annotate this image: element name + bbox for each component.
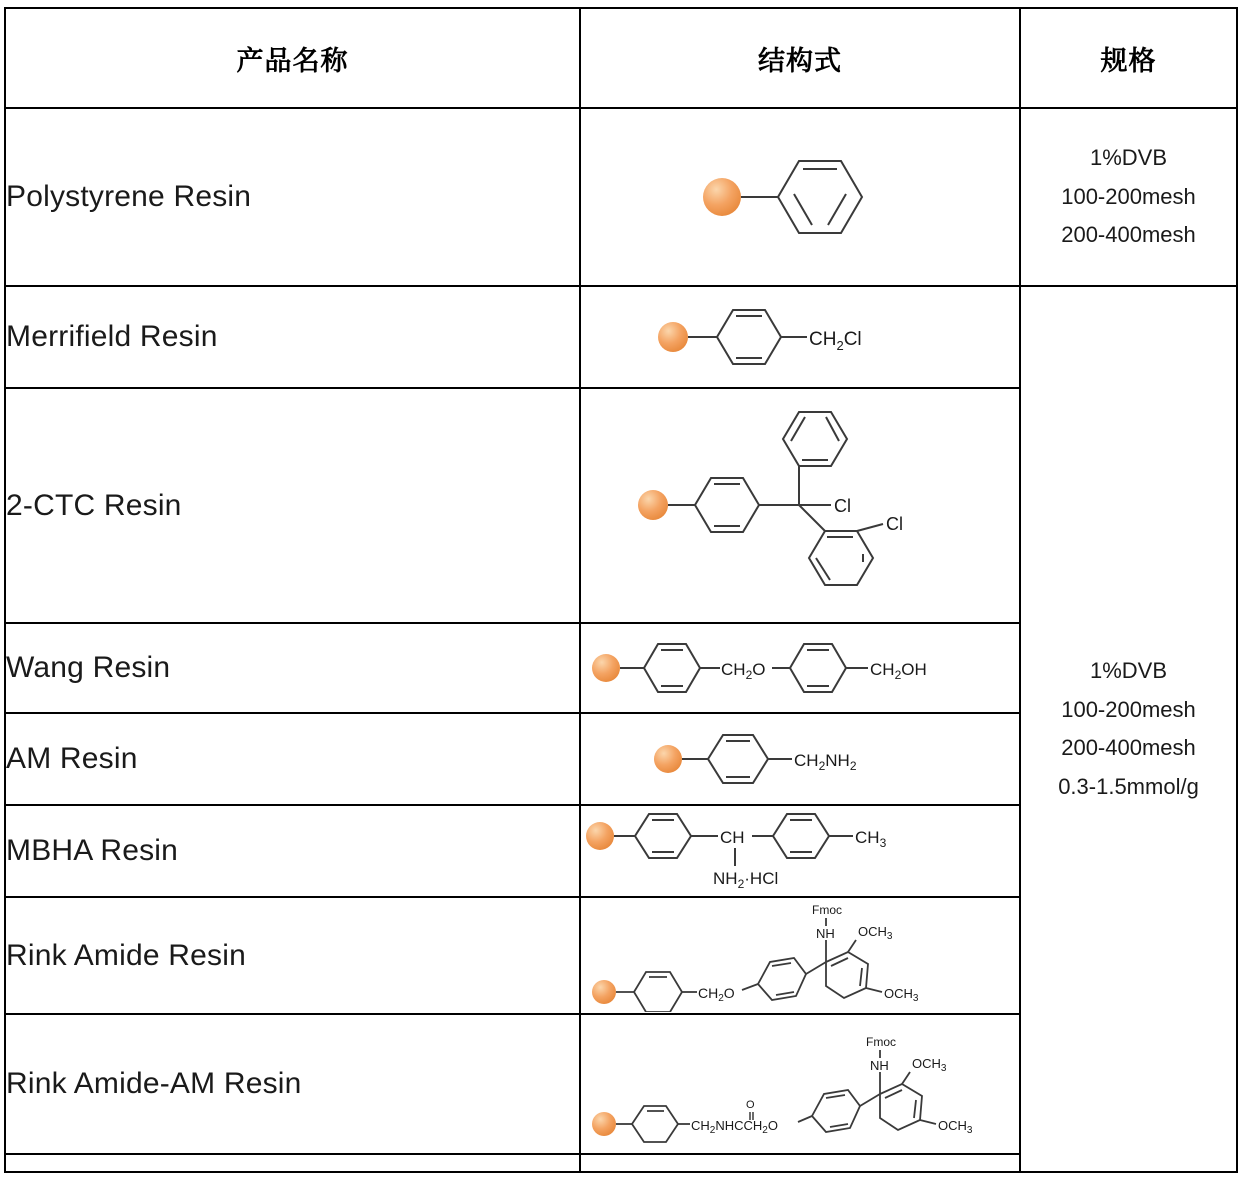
atom-label-o: O [746, 1099, 755, 1111]
product-name-cell: AM Resin [5, 713, 580, 805]
spec-line: 200-400mesh [1061, 735, 1196, 760]
product-name-cell: Wang Resin [5, 623, 580, 713]
atom-label-nh: NH [816, 925, 835, 941]
table-row [5, 286, 1237, 388]
atom-label: $CH_2Cl$ [809, 329, 862, 353]
structure-cell-partial [580, 1154, 1020, 1172]
atom-label-nh: NH [870, 1058, 889, 1073]
structure-cell [580, 286, 1020, 388]
atom-label: $CH_2NHCCH_2O$ [691, 1118, 778, 1136]
structure-drawing [590, 635, 1010, 701]
product-name-cell: Rink Amide-AM Resin [5, 1014, 580, 1154]
structure-cell [580, 713, 1020, 805]
product-name-cell: MBHA Resin [5, 805, 580, 897]
structure-drawing [655, 300, 945, 374]
product-name-cell: Polystyrene Resin [5, 108, 580, 286]
spec-line: 100-200mesh [1061, 183, 1196, 209]
spec-line: 100-200mesh [1061, 696, 1196, 722]
atom-label: $NH_2\cdot HCl$ [713, 869, 779, 891]
atom-label: $OCH_3$ [884, 985, 919, 1004]
structure-drawing [650, 726, 950, 792]
resin-bead-2-chlorotrityl-chloride-structure [581, 398, 1019, 613]
resin-products-table [4, 7, 1238, 1173]
structure-cell [580, 623, 1020, 713]
product-name-cell-partial [5, 1154, 580, 1172]
spec-line: 1%DVB [1089, 658, 1168, 683]
atom-label-cl: Cl [886, 514, 903, 534]
atom-label-ch: CH [720, 828, 745, 847]
resin-bead-rink-amide-structure [581, 900, 1019, 1012]
structure-drawing [585, 810, 1015, 892]
structure-drawing [590, 900, 1010, 1012]
structure-drawing [590, 1024, 1010, 1144]
table-header-row [5, 8, 1237, 108]
column-header-structure: 结构式 [580, 8, 1020, 108]
spec-line: 0.3-1.5mmol/g [1058, 773, 1199, 799]
product-name-cell: 2-CTC Resin [5, 388, 580, 623]
resin-bead-rink-amide-am-structure [581, 1024, 1019, 1144]
atom-label: $CH_2O$ [698, 984, 735, 1004]
structure-cell [580, 1014, 1020, 1154]
resin-bead-wang-linker-structure [581, 635, 1019, 701]
structure-drawing [635, 398, 965, 613]
atom-label: $CH_3$ [855, 828, 887, 850]
atom-label-fmoc: Fmoc [812, 902, 842, 917]
spec-line: 1%DVB [1089, 145, 1168, 171]
structure-cell [580, 805, 1020, 897]
atom-label: $OCH_3$ [858, 923, 893, 942]
atom-label: $CH_2NH_2$ [794, 751, 857, 773]
document-page [0, 7, 1250, 1194]
product-name-cell: Merrifield Resin [5, 286, 580, 388]
atom-label-cl: Cl [834, 496, 851, 516]
product-name-cell: Rink Amide Resin [5, 897, 580, 1014]
spec-line: 200-400mesh [1061, 222, 1196, 248]
structure-cell [580, 388, 1020, 623]
resin-bead-benzyl-chloride-structure [581, 300, 1019, 374]
structure-drawing [700, 142, 900, 252]
atom-label: $CH_2OH$ [870, 660, 927, 682]
atom-label: $OCH_3$ [912, 1056, 947, 1074]
spec-cell-merged [1020, 286, 1237, 1172]
atom-label: $CH_2O$ [721, 660, 766, 682]
column-header-spec: 规格 [1020, 8, 1237, 108]
atom-label: $OCH_3$ [938, 1118, 973, 1136]
atom-label-fmoc: Fmoc [866, 1035, 896, 1049]
structure-cell [580, 108, 1020, 286]
resin-bead-phenyl-structure [581, 142, 1019, 252]
resin-bead-mbha-structure [581, 810, 1019, 892]
table-row [5, 108, 1237, 286]
column-header-product-name: 产品名称 [5, 8, 580, 108]
structure-cell [580, 897, 1020, 1014]
resin-bead-aminomethyl-structure [581, 726, 1019, 792]
spec-cell-polystyrene [1020, 108, 1237, 286]
